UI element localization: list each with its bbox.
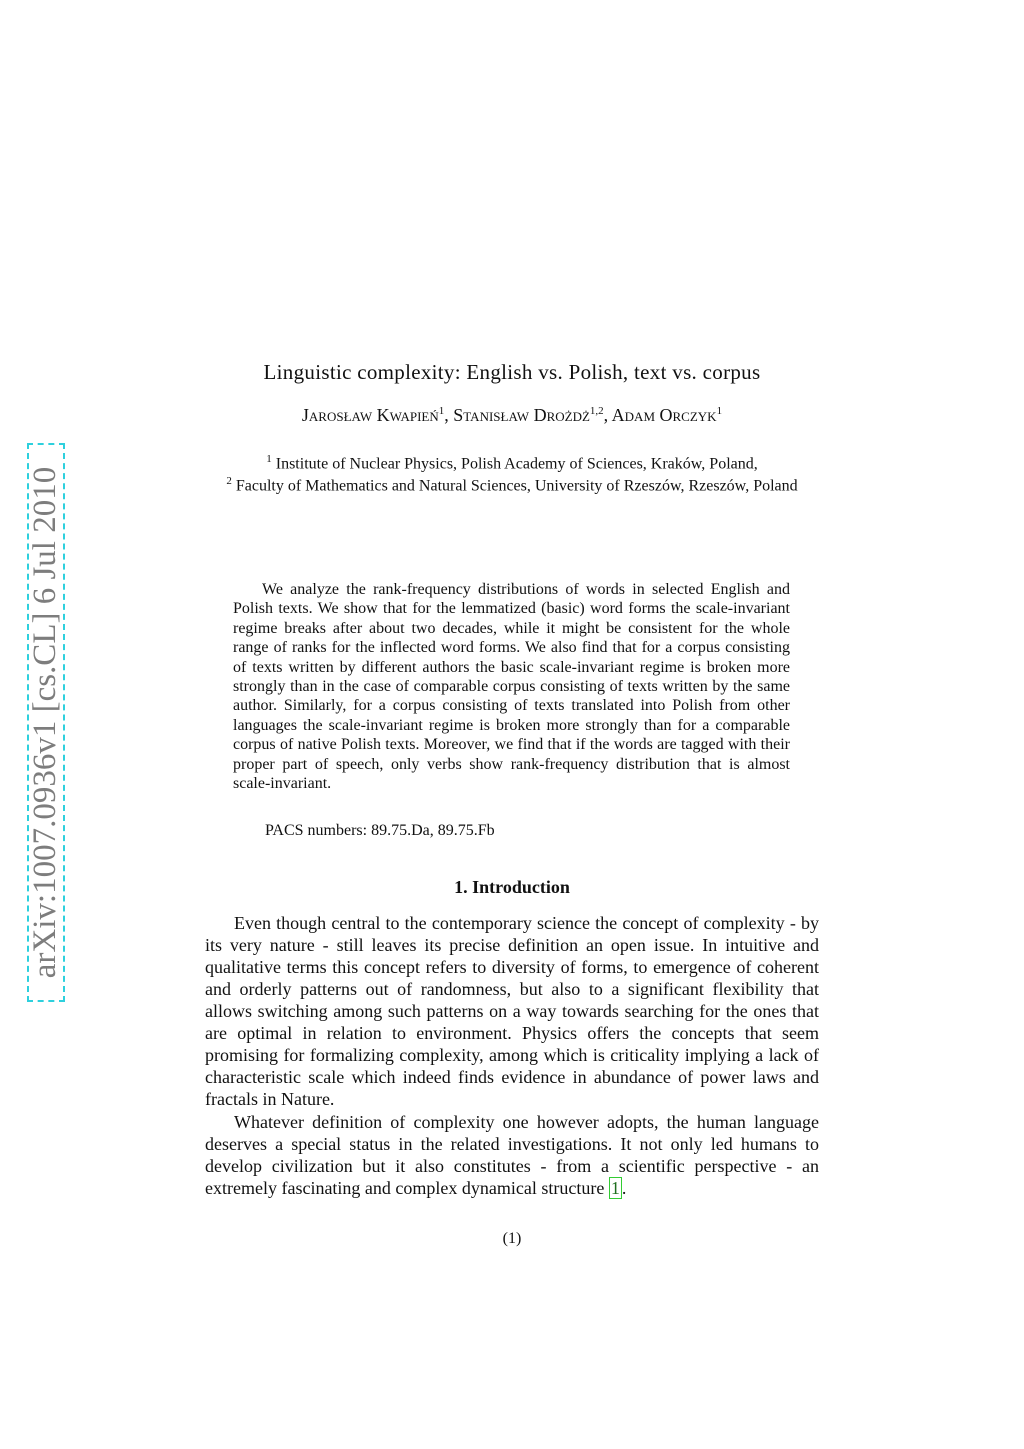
pacs-numbers: PACS numbers: 89.75.Da, 89.75.Fb — [265, 822, 495, 839]
affiliation-text: Faculty of Mathematics and Natural Sciences, University of Rzeszów, Rzeszów, Poland — [235, 477, 798, 495]
arxiv-stamp — [27, 443, 65, 1002]
affiliation-mark: 2 — [226, 475, 232, 487]
page-number: (1) — [502, 1230, 522, 1247]
author-affiliation-mark: 1 — [438, 405, 445, 417]
body-paragraph-text: Whatever definition of complexity one however adopts, the human language deserves a special status in the related investigations. It not only led humans to develop civilization but it also constitutes - from a scientific perspective - an extremely fascinating and complex dynamical structure — [205, 1112, 819, 1198]
affiliation-mark: 1 — [266, 453, 272, 465]
author-name: Adam Orczyk — [611, 405, 717, 425]
author-affiliation-mark: 1,2 — [589, 405, 604, 417]
arxiv-identifier: arXiv:1007.0936v1 [cs.CL] 6 Jul 2010 — [27, 466, 64, 979]
affiliation-text: Institute of Nuclear Physics, Polish Academy of Sciences, Kraków, Poland, — [275, 455, 758, 473]
body-paragraph: Even though central to the contemporary science the concept of complexity - by its very nature - still leaves its precise definition an open issue. In intuitive and qualitative terms this concept refers to diversity of forms, to emergence of coherent and orderly patterns out of randomness, but also to a significant flexibility that allows switching among such patterns on a way towards searching for the ones that are optimal in relation to environment. Physics offers the concepts that seem promising for formalizing complexity, among which is criticality implying a lack of characteristic scale which indeed finds evidence in abundance of power laws and fractals in Nature. — [205, 913, 819, 1109]
affiliation — [200, 470, 824, 497]
body-paragraph — [205, 1111, 819, 1199]
citation-punctuation: . — [621, 1178, 627, 1198]
citation-link[interactable]: 1 — [610, 1178, 620, 1198]
author-affiliation-mark: 1 — [716, 405, 723, 417]
author-name: Jarosław Kwapień — [301, 405, 439, 425]
author-name: Stanisław Drożdż — [453, 405, 590, 425]
abstract: We analyze the rank-frequency distributions of words in selected English and Polish texts. We show that for the lemmatized (basic) word forms the scale-invariant regime breaks after about two decades, while it might be consistent for the whole range of ranks for the inflected word forms. We also find that for a corpus consisting of texts written by different authors the basic scale-invariant regime is broken more strongly than in the case of comparable corpus consisting of texts written by the same author. Similarly, for a corpus consisting of texts translated into Polish from other languages the scale-invariant regime is broken more strongly than for a comparable corpus of native Polish texts. Moreover, we find that if the words are tagged with their proper part of speech, only verbs show rank-frequency distribution that is almost scale-invariant. — [233, 581, 790, 793]
author-list: Jarosław Kwapień$^1$, Stanisław Drożdż$^{1,2}$, Adam Orczyk$^1$ — [301, 405, 723, 425]
paper-title: Linguistic complexity: English vs. Polish, text vs. corpus — [263, 360, 761, 384]
section-heading: 1. Introduction — [454, 877, 570, 897]
